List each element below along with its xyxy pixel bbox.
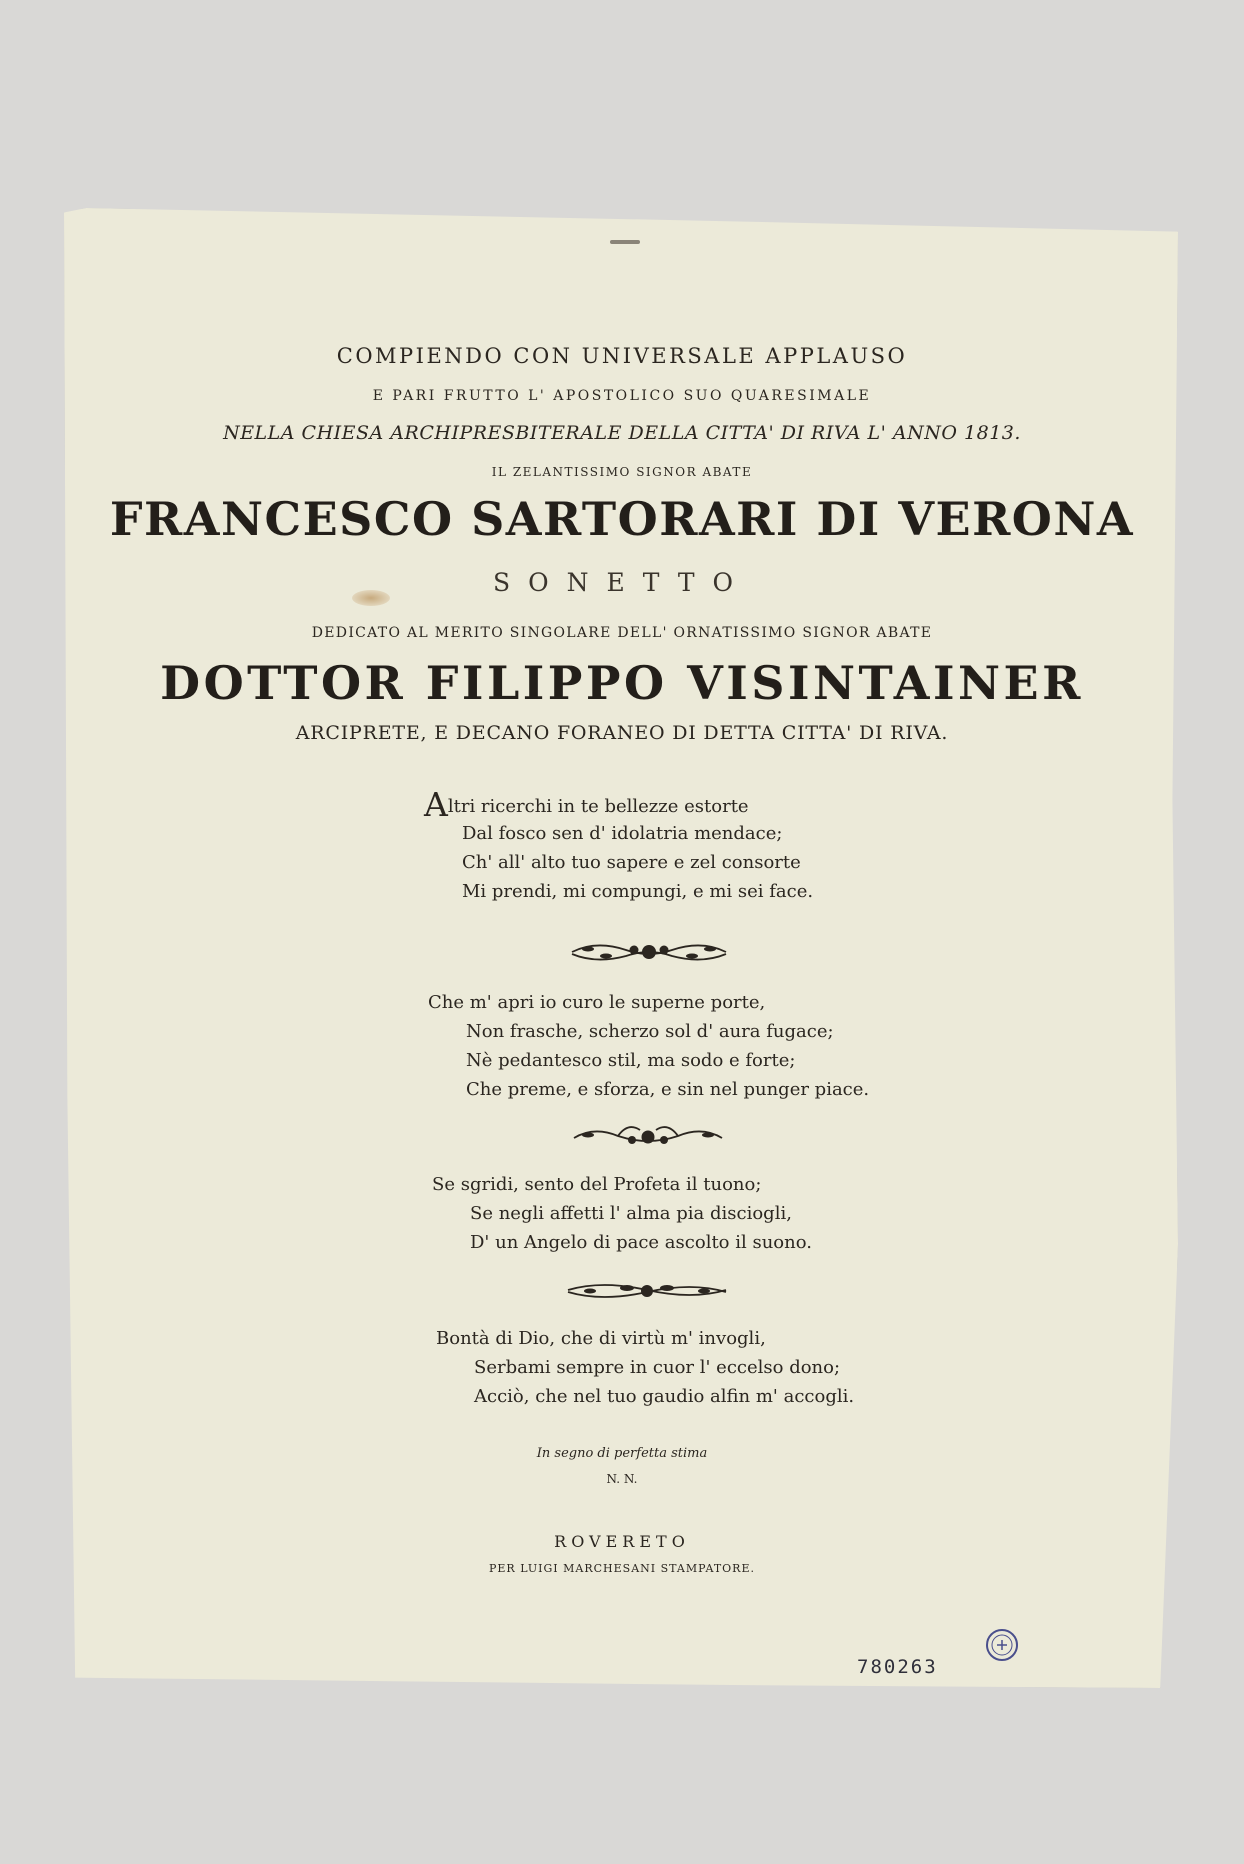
stanza-1	[424, 785, 814, 906]
header-line-1: COMPIENDO CON UNIVERSALE APPLAUSO	[336, 344, 908, 368]
floral-ornament-3	[562, 1274, 732, 1306]
stanza-4-line-3: Acciò, che nel tuo gaudio alfin m' accogli.	[474, 1386, 855, 1407]
stanza-2	[428, 988, 869, 1104]
stanza-3	[432, 1170, 812, 1257]
stanza-1-line-3: Ch' all' alto tuo sapere e zel consorte	[462, 852, 801, 873]
stanza-3-line-3: D' un Angelo di pace ascolto il suono.	[470, 1232, 812, 1253]
signature-initials: N. N.	[606, 1472, 638, 1486]
dedicatee-title: ARCIPRETE, E DECANO FORANEO DI DETTA CITTA' DI RIVA.	[295, 722, 949, 744]
stanza-2-line-2: Non frasche, scherzo sol d' aura fugace;	[466, 1021, 834, 1042]
stanza-1-line-2: Dal fosco sen d' idolatria mendace;	[462, 823, 783, 844]
header-line-2: E PARI FRUTTO L' APOSTOLICO SUO QUARESIMALE	[372, 388, 872, 404]
author-name: FRANCESCO SARTORARI DI VERONA	[109, 492, 1135, 546]
stanza-2-line-4: Che preme, e sforza, e sin nel punger piace.	[466, 1079, 870, 1100]
stanza-1-line-1: Altri ricerchi in te bellezze estorte	[424, 785, 749, 824]
imprint-printer: PER LUIGI MARCHESANI STAMPATORE.	[488, 1562, 755, 1575]
header-line-3: NELLA CHIESA ARCHIPRESBITERALE DELLA CITTA' DI RIVA L' ANNO 1813.	[223, 422, 1021, 444]
drop-cap: A	[424, 785, 448, 824]
signature-line: In segno di perfetta stima	[536, 1446, 708, 1461]
stanza-4	[436, 1324, 854, 1411]
ink-smudge	[610, 240, 640, 244]
stanza-2-line-3: Nè pedantesco stil, ma sodo e forte;	[466, 1050, 796, 1071]
dedication-line: DEDICATO AL MERITO SINGOLARE DELL' ORNATISSIMO SIGNOR ABATE	[311, 625, 933, 641]
dedicatee-name: DOTTOR FILIPPO VISINTAINER	[160, 656, 1084, 710]
stanza-3-line-2: Se negli affetti l' alma pia disciogli,	[470, 1203, 792, 1224]
stanza-3-line-1: Se sgridi, sento del Profeta il tuono;	[432, 1174, 762, 1195]
stanza-2-line-1: Che m' apri io curo le superne porte,	[428, 992, 766, 1013]
stanza-4-line-2: Serbami sempre in cuor l' eccelso dono;	[474, 1357, 841, 1378]
floral-ornament-1	[566, 934, 732, 970]
stanza-1-line-4: Mi prendi, mi compungi, e mi sei face.	[462, 881, 814, 902]
floral-ornament-2	[568, 1118, 728, 1154]
stanza-4-line-1: Bontà di Dio, che di virtù m' invogli,	[436, 1328, 766, 1349]
inventory-number: 780263	[857, 1656, 938, 1678]
header-line-4: IL ZELANTISSIMO SIGNOR ABATE	[491, 465, 753, 479]
genre-heading: SONETTO	[492, 568, 752, 597]
imprint-city: ROVERETO	[554, 1532, 690, 1551]
library-stamp-icon	[985, 1628, 1019, 1662]
